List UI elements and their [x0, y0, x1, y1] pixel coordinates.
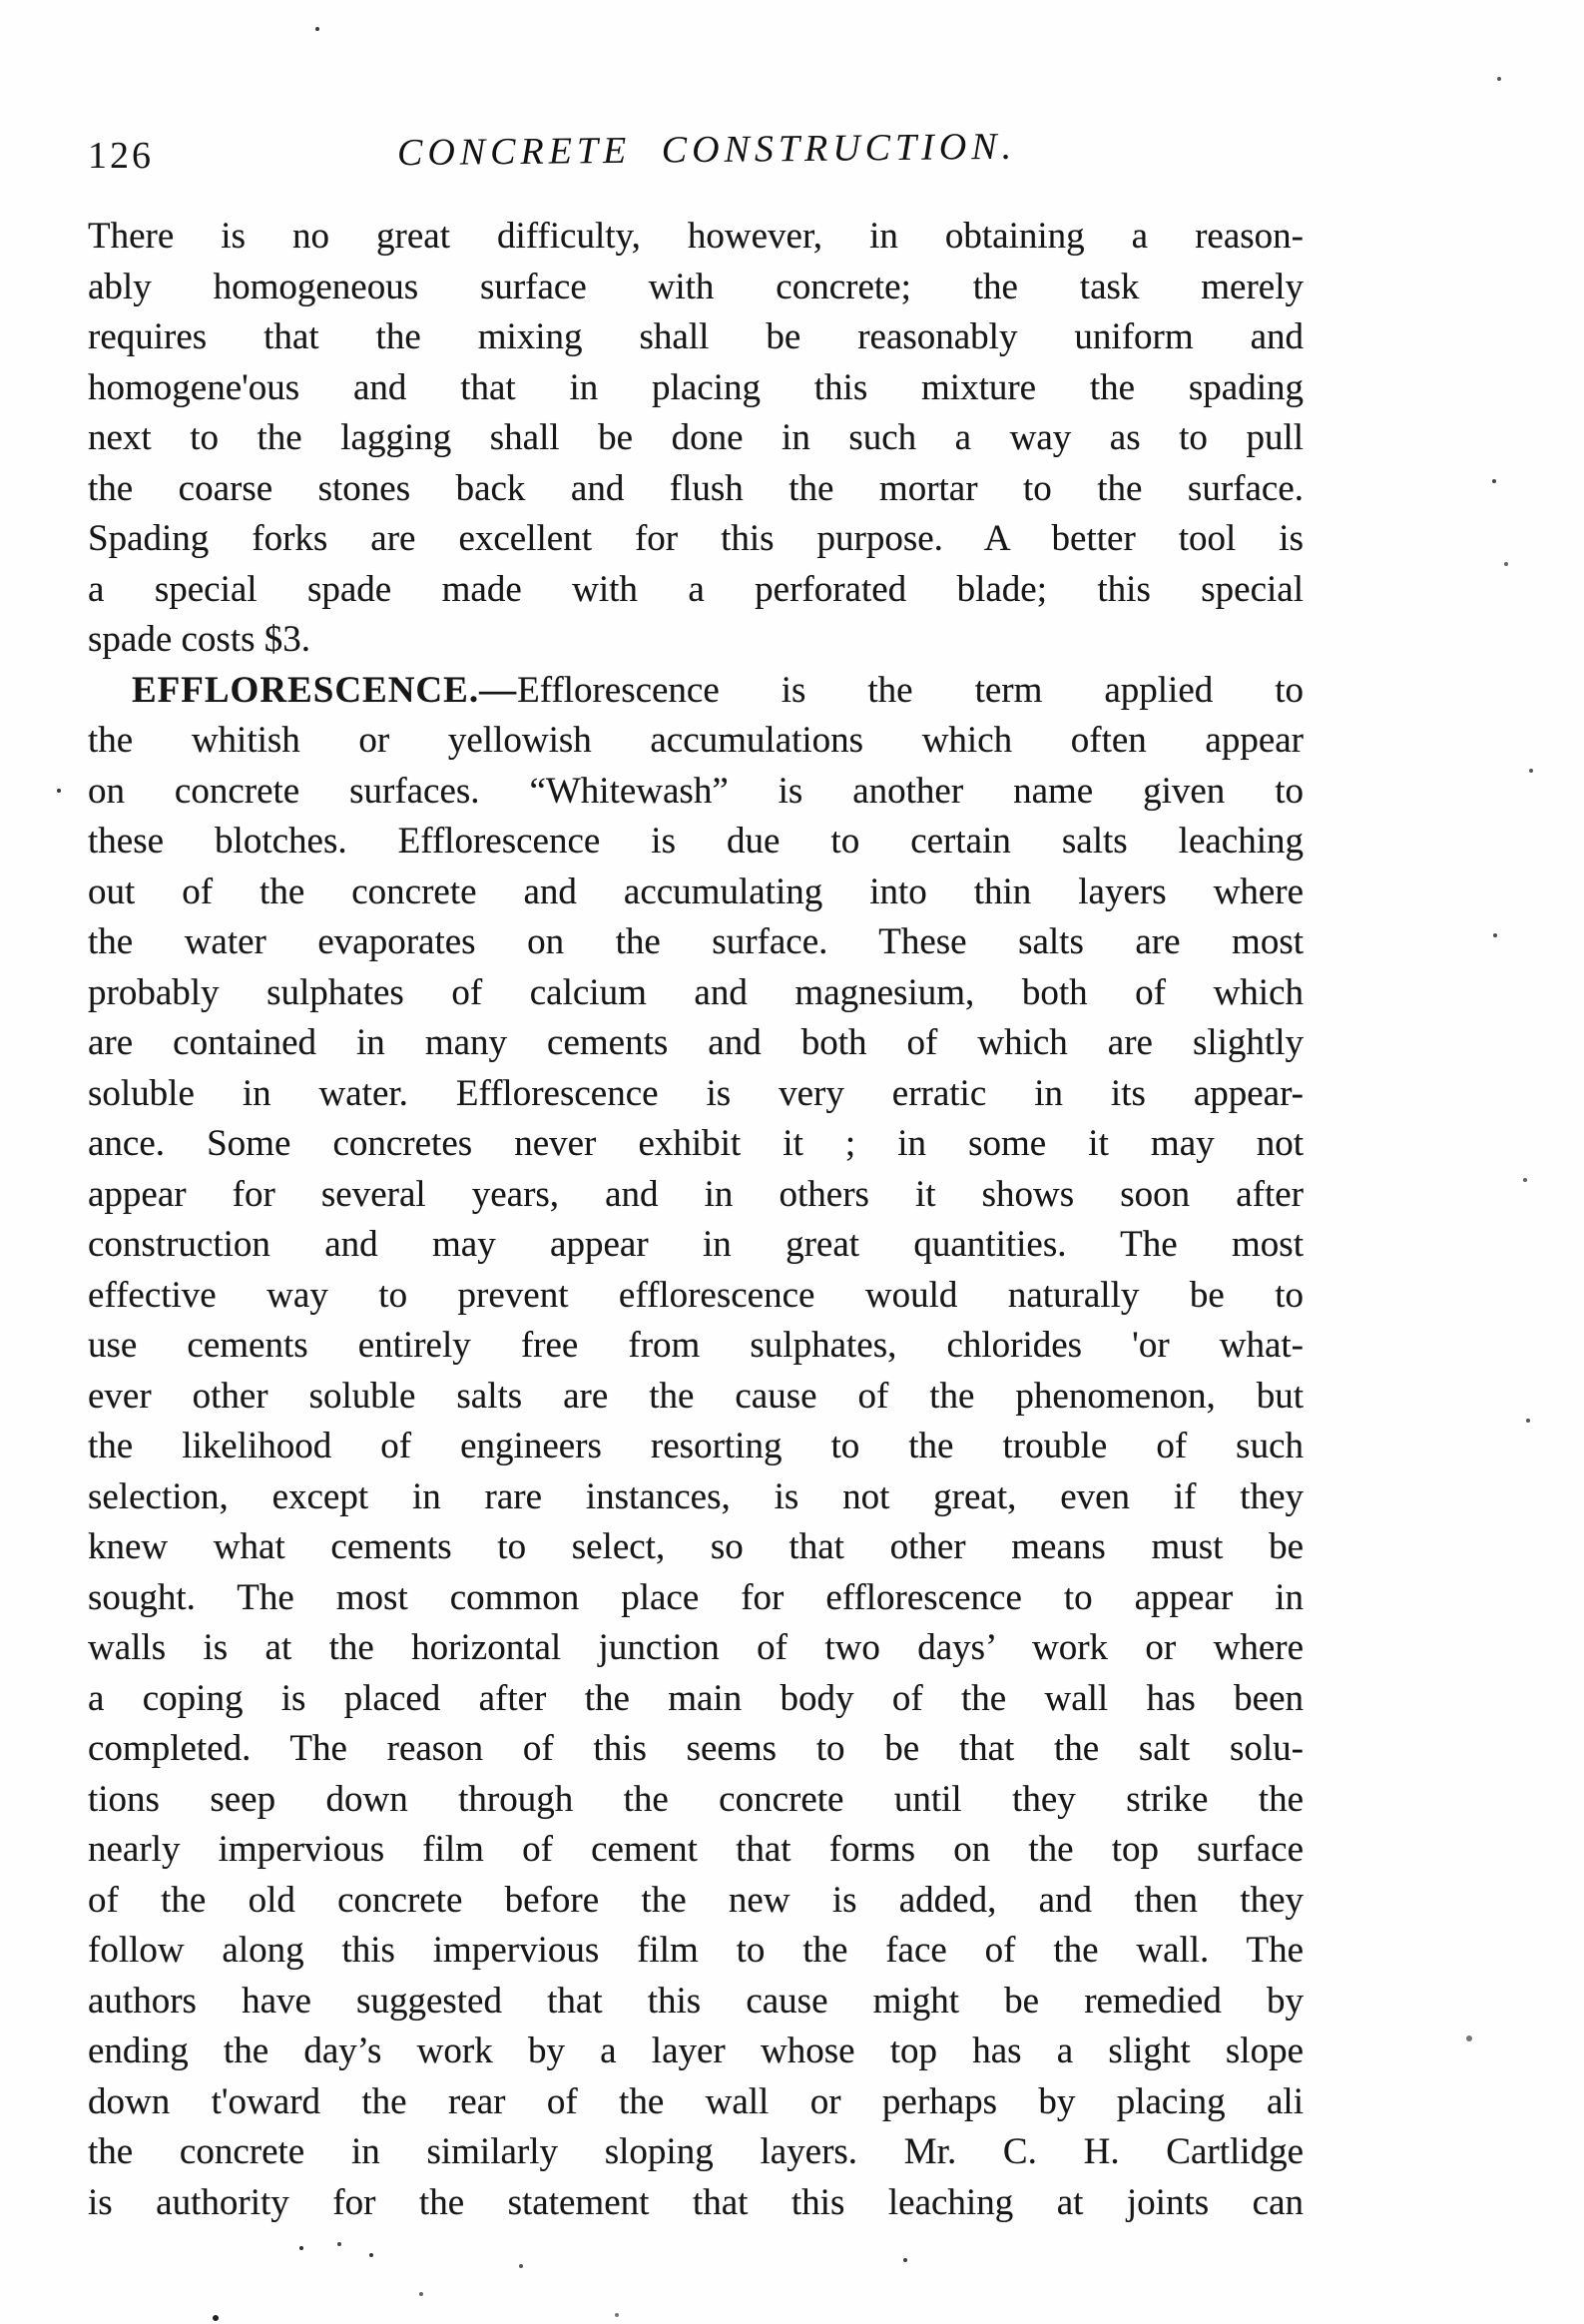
- text-line: next to the lagging shall be done in such a way as to pull: [88, 417, 1304, 458]
- text-line: knew what cements to select, so that other means must be: [88, 1526, 1304, 1567]
- text-line: homogene'ous and that in placing this mixture the spading: [88, 366, 1304, 408]
- text-line: construction and may appear in great quantities. The most: [88, 1224, 1304, 1265]
- text-line: soluble in water. Efflorescence is very erratic in its appear-: [88, 1072, 1304, 1114]
- text-line: ending the day’s work by a layer whose top has a slight slope: [88, 2031, 1304, 2071]
- text-line: on concrete surfaces. “Whitewash” is another name given to: [88, 770, 1304, 812]
- text-line: tions seep down through the concrete until they strike the: [88, 1778, 1304, 1820]
- page-number: 126: [88, 135, 154, 177]
- text-line: There is no great difficulty, however, in obtaining a reason-: [88, 216, 1304, 257]
- text-line: down t'oward the rear of the wall or perhaps by placing ali: [88, 2080, 1304, 2122]
- text-line: the coarse stones back and flush the mortar to the surface.: [88, 467, 1304, 509]
- text-line: a special spade made with a perforated blade; this special: [88, 568, 1304, 610]
- text-line: authors have suggested that this cause might be remedied by: [88, 1980, 1304, 2022]
- text-line: are contained in many cements and both of which are slightly: [88, 1022, 1304, 1063]
- scan-speckles: [315, 27, 319, 31]
- text-line: probably sulphates of calcium and magnesium, both of which: [88, 971, 1304, 1013]
- text-line: use cements entirely free from sulphates, chlorides 'or what-: [88, 1325, 1304, 1366]
- text-line: is authority for the statement that this leaching at joints can: [88, 2181, 1304, 2223]
- text-line: ance. Some concretes never exhibit it ; in some it may not: [88, 1123, 1304, 1164]
- paragraph-last-line: spade costs $3.: [88, 619, 310, 660]
- section-heading-line: [88, 666, 1304, 717]
- text-line: a coping is placed after the main body of the wall has been: [88, 1677, 1304, 1719]
- text-line: walls is at the horizontal junction of two days’ work or where: [88, 1627, 1304, 1668]
- section-heading-continuation: Efflorescence is the term applied to: [517, 669, 1304, 711]
- text-line: ever other soluble salts are the cause of the phenomenon, but: [88, 1375, 1304, 1417]
- text-line: ably homogeneous surface with concrete; the task merely: [88, 266, 1304, 307]
- text-line: out of the concrete and accumulating into thin layers where: [88, 871, 1304, 912]
- text-line: the whitish or yellowish accumulations which often appear: [88, 720, 1304, 761]
- text-line: sought. The most common place for efflorescence to appear in: [88, 1576, 1304, 1618]
- text-line: requires that the mixing shall be reasonably uniform and: [88, 316, 1304, 357]
- text-line: of the old concrete before the new is added, and then they: [88, 1879, 1304, 1921]
- running-title: CONCRETE CONSTRUCTION.: [396, 125, 1017, 175]
- text-line: effective way to prevent efflorescence would naturally be to: [88, 1274, 1304, 1316]
- text-line: nearly impervious film of cement that forms on the top surface: [88, 1829, 1304, 1870]
- section-heading: EFFLORESCENCE.—: [132, 669, 518, 711]
- text-line: the likelihood of engineers resorting to the trouble of such: [88, 1426, 1304, 1466]
- text-line: Spading forks are excellent for this purpose. A better tool is: [88, 518, 1304, 559]
- text-line: the water evaporates on the surface. These salts are most: [88, 921, 1304, 962]
- text-line: follow along this impervious film to the face of the wall. The: [88, 1930, 1304, 1971]
- text-line: these blotches. Efflorescence is due to certain salts leaching: [88, 821, 1304, 862]
- text-line: completed. The reason of this seems to be that the salt solu-: [88, 1728, 1304, 1769]
- page-body: [88, 212, 1304, 2228]
- page-header: [88, 125, 1304, 180]
- text-line: the concrete in similarly sloping layers. Mr. C. H. Cartlidge: [88, 2131, 1304, 2172]
- text-line: selection, except in rare instances, is not great, even if they: [88, 1475, 1304, 1517]
- text-line: appear for several years, and in others it shows soon after: [88, 1173, 1304, 1215]
